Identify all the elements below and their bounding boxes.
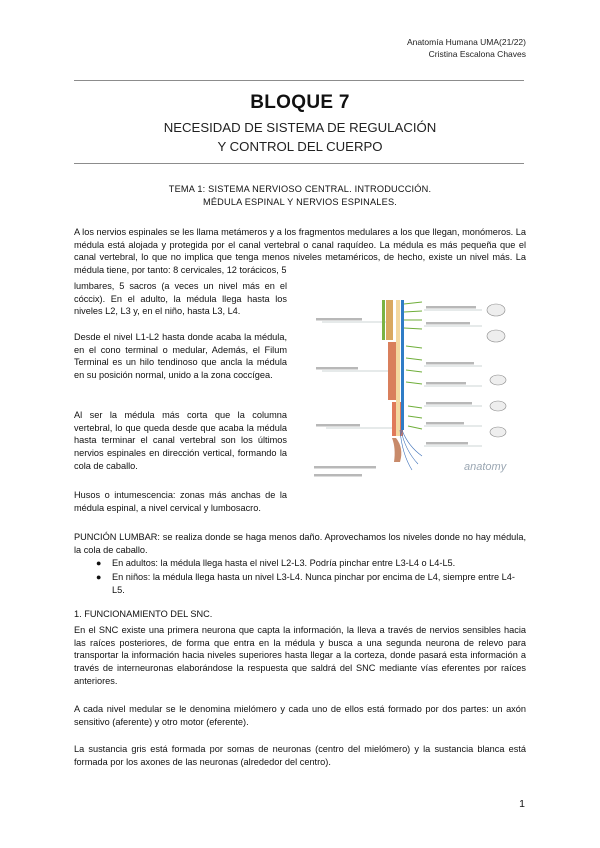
bullet-ninos <box>96 571 526 596</box>
header-course: Anatomía Humana UMA(21/22) <box>406 37 526 47</box>
paragraph-sustancia: La sustancia gris está formada por somas de neuronas (centro del mielómero) y la sustancia blanca está formada por los axones de las neuronas (alrededor del centro). <box>74 744 526 767</box>
topic-line-2: MÉDULA ESPINAL Y NERVIOS ESPINALES. <box>202 197 398 207</box>
section-heading: 1. FUNCIONAMIENTO DEL SNC. <box>74 609 213 619</box>
bullet-text: En niños: la médula llega hasta un nivel L3-L4. Nunca pinchar por encima de L4, siempre entre L4-L5. <box>112 572 515 595</box>
page-number: 1 <box>519 798 525 810</box>
subtitle-line-1: NECESIDAD DE SISTEMA DE REGULACIÓN <box>163 120 437 135</box>
paragraph-funcionamiento: En el SNC existe una primera neurona que capta la información, la lleva a través de nervios sensibles hacia las raíces posteriores, de forma que entra en la médula y busca a una segunda neurona de relevo para transportar la información hacia niveles superiores hasta llegar a la corteza, donde pasará esta información a través de interneuronas elaborándose la respuesta que saldrá del SNC mediante vías eferentes por raíces anteriores. <box>74 625 526 686</box>
paragraph-nervios: A los nervios espinales se les llama metámeros y a los fragmentos medulares a los que llegan, monómeros. La médula está alojada y protegida por el canal vertebral o canal raquídeo. La médula es más pequeña que el canal vertebral, lo que no implica que tenga menos niveles metaméricos, de hecho, existe un nivel más. La médula tiene, por tanto: 8 cervicales, 12 torácicos, 5 <box>74 227 526 276</box>
header-author: Cristina Escalona Chaves <box>428 49 526 59</box>
paragraph-cono-terminal: Desde el nivel L1-L2 hasta donde acaba la médula, en el cono terminal o medular, Además, el Filum Terminal es un hilo tendinoso que ancla la médula en su posición normal, unido a la zona coccígea. <box>74 332 287 381</box>
cross-section-icons <box>487 304 506 437</box>
spinal-nerves <box>404 302 422 429</box>
topic-heading <box>0 183 600 209</box>
page-header <box>407 36 526 60</box>
bullet-icon: ● <box>96 572 102 582</box>
paragraph-puncion-lumbar: PUNCIÓN LUMBAR: se realiza donde se haga menos daño. Aprovechamos los niveles donde no hay médula, la cola de caballo. <box>74 532 526 555</box>
topic-line-1: TEMA 1: SISTEMA NERVIOSO CENTRAL. INTRODUCCIÓN. <box>168 184 432 194</box>
paragraph-intumescencia: Husos o intumescencia: zonas más anchas de la médula espinal, a nivel cervical y lumbosacro. <box>74 490 287 513</box>
bullet-icon: ● <box>96 558 102 568</box>
paragraph-niveles: lumbares, 5 sacros (a veces un nivel más en el cóccix). En el adulto, la médula llega hasta los niveles L2, L3 y, en el niño, hasta L3, L4. <box>74 281 287 317</box>
bottom-rule <box>74 163 524 164</box>
page-title: BLOQUE 7 <box>250 92 350 113</box>
paragraph-cola-caballo: Al ser la médula más corta que la columna vertebral, lo que queda desde que acaba la médula hasta terminar el canal vertebral son los últimos nervios espinales en dirección vertical, formando la cola de caballo. <box>74 410 287 471</box>
page-subtitle <box>0 118 600 156</box>
cauda-equina <box>400 430 422 470</box>
bullet-text: En adultos: la médula llega hasta el nivel L2-L3. Podría pinchar entre L3-L4 o L4-L5. <box>112 558 456 568</box>
paragraph-mielomero: A cada nivel medular se le denomina mielómero y cada uno de ellos está formado por dos partes: un axón sensitivo (aferente) y otro motor (eferente). <box>74 704 526 727</box>
subtitle-line-2: Y CONTROL DEL CUERPO <box>217 139 383 154</box>
figure-brand: anatomy <box>464 461 507 473</box>
bullet-adultos <box>96 557 526 570</box>
top-rule <box>74 80 524 81</box>
spinal-cord-figure <box>312 296 524 486</box>
